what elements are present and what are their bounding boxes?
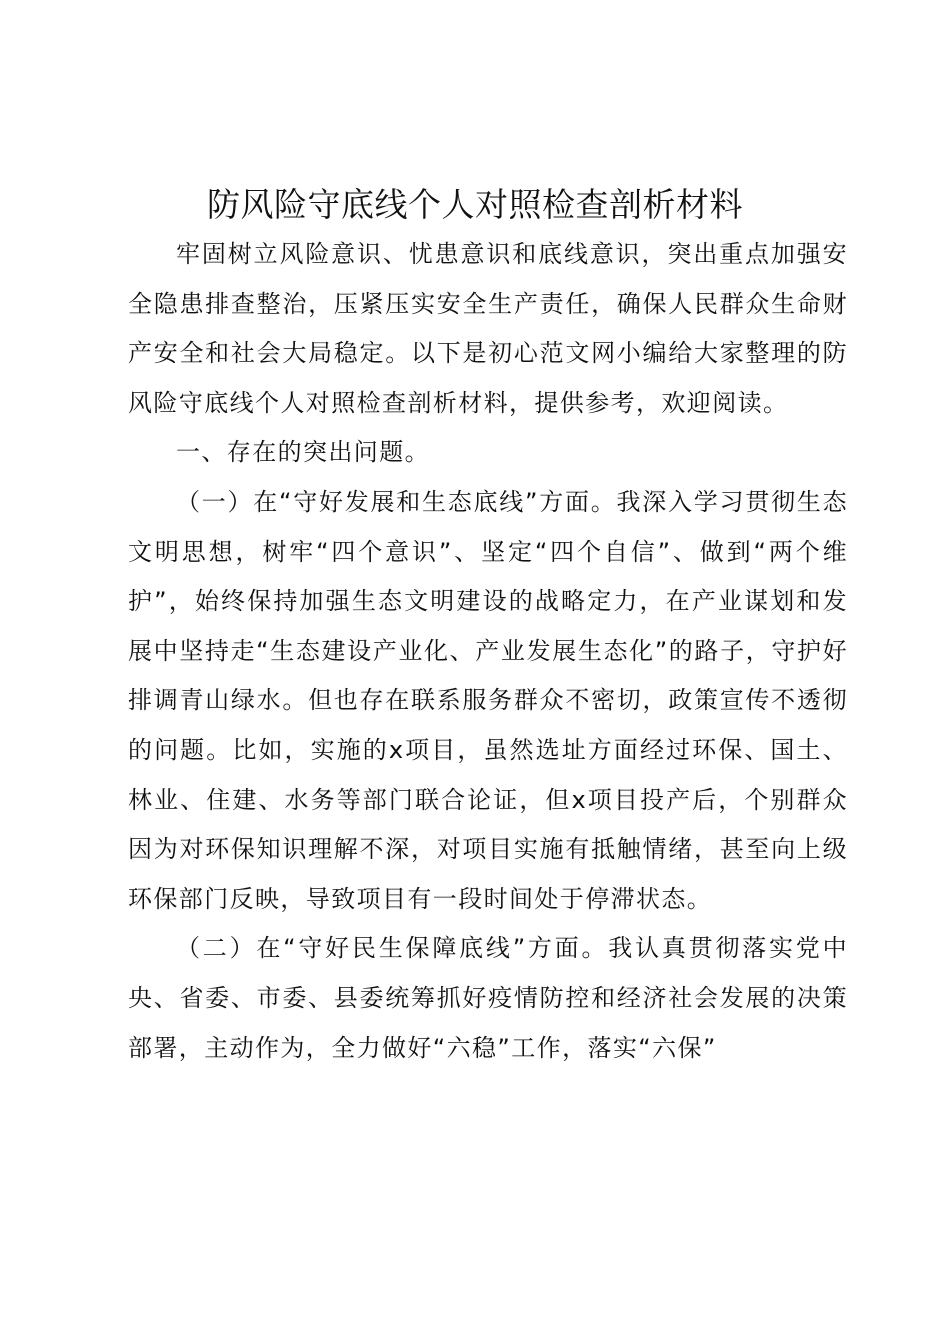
section-paragraph-2: （二）在“守好民生保障底线”方面。我认真贯彻落实党中央、省委、市委、县委统筹抓好疫情防控和经济社会发展的决策部署，主动作为，全力做好“六稳”工作，落实“六保”: [128, 934, 848, 1062]
document-body: [128, 230, 848, 1073]
document-title: 防风险守底线个人对照检查剖析材料: [207, 185, 743, 224]
intro-paragraph: 牢固树立风险意识、忧患意识和底线意识，突出重点加强安全隐患排查整治，压紧压实安全生产责任，确保人民群众生命财产安全和社会大局稳定。以下是初心范文网小编给大家整理的防风险守底线个人对照检查剖析材料，提供参考，欢迎阅读。: [128, 240, 848, 417]
section-paragraph-1: （一）在“守好发展和生态底线”方面。我深入学习贯彻生态文明思想，树牢“四个意识”、坚定“四个自信”、做到“两个维护”，始终保持加强生态文明建设的战略定力，在产业谋划和发展中坚持走“生态建设产业化、产业发展生态化”的路子，守护好排调青山绿水。但也存在联系服务群众不密切，政策宣传不透彻的问题。比如，实施的x项目，虽然选址方面经过环保、国土、林业、住建、水务等部门联合论证，但x项目投产后，个别群众因为对环保知识理解不深，对项目实施有抵触情绪，甚至向上级环保部门反映，导致项目有一段时间处于停滞状态。: [128, 487, 848, 913]
section-heading: 一、存在的突出问题。: [176, 438, 430, 467]
